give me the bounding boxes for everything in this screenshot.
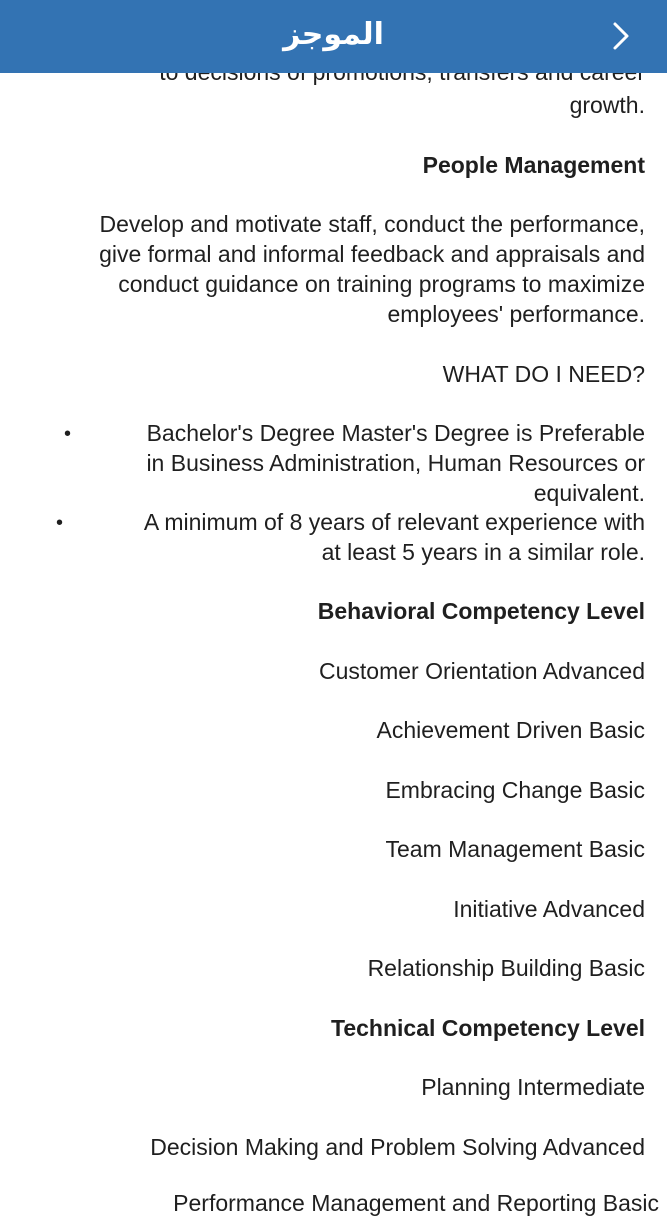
people-management-line: employees' performance. [387,301,645,327]
people-management-heading: People Management [422,152,645,178]
people-management-line: Develop and motivate staff, conduct the performance, [99,211,645,237]
requirement-line: equivalent. [533,480,645,506]
technical-competency-item: Planning Intermediate [421,1074,645,1100]
behavioral-competency-item: Relationship Building Basic [367,955,645,981]
requirement-line: at least 5 years in a similar role. [321,539,645,565]
technical-competency-heading: Technical Competency Level [330,1015,645,1041]
chevron-right-icon [603,6,643,66]
bullet-icon: • [64,423,72,445]
requirement-line: in Business Administration, Human Resources or [146,450,645,476]
behavioral-competency-item: Initiative Advanced [453,896,645,922]
behavioral-competency-item: Embracing Change Basic [385,777,645,803]
people-management-line: give formal and informal feedback and appraisals and [99,241,645,267]
requirement-line: A minimum of 8 years of relevant experience with [143,509,645,535]
navigation-bar [0,0,667,73]
behavioral-competency-item: Achievement Driven Basic [376,717,645,743]
people-management-line: conduct guidance on training programs to maximize [118,271,645,297]
partial-text-line: growth. [569,92,645,118]
partial-text-line: Performance Management and Reporting Basic [173,1190,659,1216]
requirement-line: Bachelor's Degree Master's Degree is Preferable [146,420,645,446]
bullet-icon: • [56,512,64,534]
behavioral-competency-item: Customer Orientation Advanced [318,658,645,684]
back-button[interactable] [603,6,643,66]
page-title: الموجز [283,17,384,52]
behavioral-competency-item: Team Management Basic [385,836,645,862]
behavioral-competency-heading: Behavioral Competency Level [317,598,645,624]
technical-competency-item: Decision Making and Problem Solving Advanced [150,1134,645,1160]
what-do-i-need-heading: WHAT DO I NEED? [442,361,645,387]
